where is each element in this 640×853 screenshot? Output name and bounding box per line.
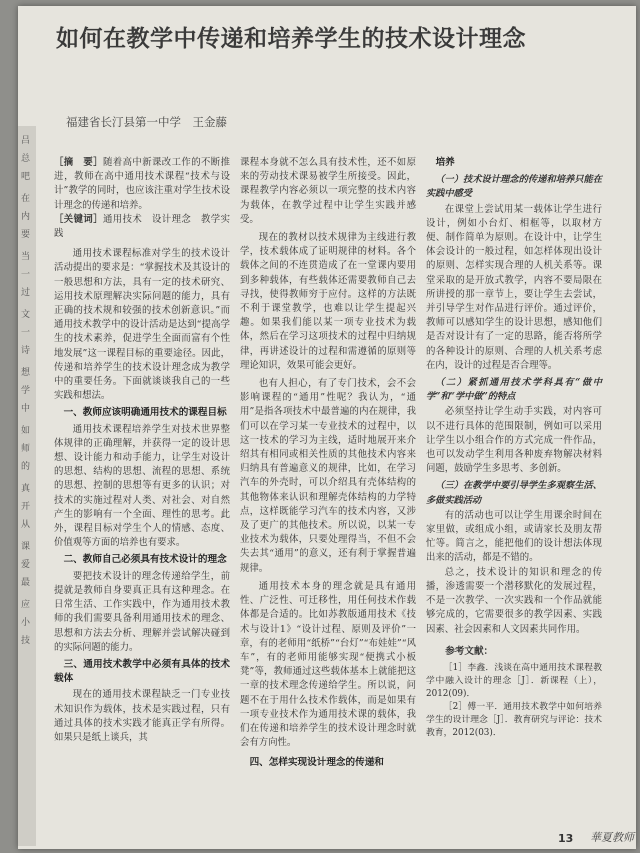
intro-paragraph: 通用技术课程标准对学生的技术设计活动提出的要求是：“掌握技术及其设计的一般思想和方法，具有一定的技术研究、运用技术原理解决实际问题的能力，具有正确的技术规和较强的技术创新意识。”而通用技术教学中的设计活动是达到“提高学生的技术素养，促进学生全面而富有个性地发展”这一课程目标的重要途径。因此，传递和培养学生的技术设计理念成为教学中的重要任务。下面就谈谈我自己的一些实践和想法。 <box>54 248 230 402</box>
edge-char: 中 <box>21 404 31 414</box>
subsection-2-paragraph: 必须坚持让学生动手实践，对内容可以不进行具体的范围限制，例如可以采用让学生以小组合作的方式完成一件作品，也可以发动学生利用各种废弃物解决材料问题，鼓励学生多思考、多创新。 <box>426 406 602 475</box>
column-1 <box>54 156 230 745</box>
edge-char: 当 <box>21 252 31 262</box>
section-1-paragraph: 通用技术课程培养学生对技术世界整体规律的正确理解，并获得一定的设计思想、设计能力和动手能力，让学生对设计的思想、结构的思想、流程的思想、系统的思想、控制的思想等有更多的认识；对技术的实施过程对人类、对社会、对自然产生的影响有一个全面、理性的思考。此外，课程目标对学生个人的情感、态度、价值观等方面的培养也有要求。 <box>54 423 230 549</box>
column-2 <box>240 156 416 773</box>
paragraph-textbook: 现在的教材以技术规律为主线进行教学，技术载体成了证明规律的材料。各个载体之间的不连贯造成了在一堂课内要用到多种载体，有些载体还需要教师自己去寻找，使得教师穷于应付。这样的方法既不利于课堂教学，也难以让学生提起兴趣。如果我们能以某一项专业技术为载体，然后在学习这项技术的过程中归纳规律，再讲述设计的过程和需遵循的原则等理论知识，效果可能会更好。 <box>240 232 416 371</box>
keywords <box>54 213 230 241</box>
reference-1: ［1］李鑫．浅谈在高中通用技术课程教学中融入设计的理念［J］．新课程（上），2012(09)． <box>426 662 602 699</box>
edge-char: 要 <box>21 230 31 240</box>
continued-paragraph: 课程本身就不怎么具有技术性，还不如原来的劳动技术课易被学生所接受。因此，课程教学内容必须以一项完整的技术内容为载体，在教学过程中让学生实践并感受。 <box>240 157 416 225</box>
edge-char: 技 <box>21 636 31 646</box>
journal-page <box>18 6 636 849</box>
subsection-heading-2: （二）紧抓通用技术学科具有“做中学”和“学中做”的特点 <box>426 377 602 403</box>
paragraph-general-use: 也有人担心，有了专门技术，会不会影响课程的“通用”性呢？我认为，“通用”是指各项技术中最普遍的内在规律，我们可以在学习某一专业技术的过程中，以这一技术的学习为主线，适时地展开来介绍其有相同或相关性质的其他技术内容来归纳具有普遍意义的规律，比如，在学习汽车的外壳时，可以介绍具有壳体结构的其他物体来认识和理解壳体结构的力学特点，这样既能学习汽车的技术内容，又涉及了更广的其他技术。所以说，以某一专业技术为载体，只要处理得当，不但不会失去其“通用”的意义，还有利于掌握普遍规律。 <box>240 378 416 574</box>
keywords-text: 通用技术 设计理念 教学实践 <box>54 213 230 240</box>
subsection-3-paragraph: 有的活动也可以让学生用课余时间在家里做，或组成小组，或请家长及朋友帮忙等。简言之，能把他们的设计想法体现出来的活动，都是不错的。 <box>426 509 602 564</box>
edge-char: 的 <box>21 462 31 472</box>
edge-char: 吕 <box>21 136 31 146</box>
abstract <box>54 156 230 213</box>
section-heading-2: 二、教师自己必须具有技术设计的理念 <box>63 554 227 566</box>
subsection-heading-1: （一）技术设计理念的传递和培养只能在实践中感受 <box>426 174 602 200</box>
section-heading-1: 一、教师应该明确通用技术的课程目标 <box>63 407 227 419</box>
journal-logo: 華夏教师 <box>590 831 634 844</box>
author-line: 福建省长汀县第一中学 王金藤 <box>66 115 227 129</box>
edge-char: 真 <box>21 484 31 494</box>
reference-2: ［2］傅一平．通用技术教学中如何培养学生的设计理念［J］．教育研究与评论：技术教育，2012(03)． <box>426 701 602 738</box>
edge-char: 想 <box>21 368 31 378</box>
section-3-paragraph: 现在的通用技术课程缺乏一门专业技术知识作为载体，技术是实践过程，只有通过具体的技术实践才能真正学有所得。如果只是纸上谈兵，其 <box>54 689 230 743</box>
edge-char: 小 <box>21 618 31 628</box>
column-3 <box>426 156 602 740</box>
subsection-heading-3: （三）在教学中要引导学生多观察生活、多做实践活动 <box>426 480 602 506</box>
edge-char: 总 <box>21 154 31 164</box>
keywords-label: ［关键词］ <box>54 213 103 225</box>
edge-char: 内 <box>21 212 31 222</box>
edge-char: 如 <box>21 426 31 436</box>
edge-char: 一 <box>21 328 31 338</box>
section-2-paragraph: 要把技术设计的理念传递给学生，前提就是教师自身要真正具有这种理念。在日常生活、工作实践中，作为通用技术教师的我们需要具备利用通用技术的理念、思想和方法去分析、理解并尝试解决碰到的实际问题的能力。 <box>54 570 230 653</box>
section-heading-3: 三、通用技术教学中必须有具体的技术载体 <box>54 658 230 685</box>
edge-char: 吧 <box>21 172 31 182</box>
conclusion-paragraph: 总之，技术设计的知识和理念的传播，渗透需要一个潜移默化的发展过程，不是一次教学、一次实践和一个作品就能够完成的，它需要很多的教学因素、实践因素、社会因素和人文因素共同作用。 <box>426 566 602 635</box>
edge-char: 应 <box>21 600 31 610</box>
edge-char: 开 <box>21 502 31 512</box>
edge-char: 从 <box>21 520 31 530</box>
edge-char: 师 <box>21 444 31 454</box>
abstract-text: 随着高中新课改工作的不断推进，教师在高中通用技术课程“技术与设计”教学的同时，也应该注重对学生技术设计理念的传递和培养。 <box>54 157 230 211</box>
edge-char: 诗 <box>21 346 31 356</box>
section-heading-4: 四、怎样实现设计理念的传递和 <box>249 757 384 769</box>
adjacent-page-edge <box>18 126 36 846</box>
page-number: 13 <box>558 832 574 845</box>
edge-char: 一 <box>21 270 31 280</box>
abstract-label: ［摘 要］ <box>54 157 103 168</box>
section-heading-4-continued: 培养 <box>435 157 455 168</box>
subsection-1-paragraph: 在课堂上尝试用某一载体让学生进行设计，例如小台灯、相框等，以取材方便、制作简单为原则。在设计中，让学生体会设计的一般过程，如怎样体现出设计的原则、怎样实现合理的人机关系等。课堂采取的是开放式教学，内容不要局限在所讲授的那一章节上，要让学生去尝试，并引导学生对作品进行评价。通过评价，教师可以感知学生的设计思想，感知他们是否对设计有了一定的思路，能否将所学的各种设计的原则、合理的人机关系考虑在内，设计的过程是否合理等。 <box>426 203 602 371</box>
article-title: 如何在教学中传递和培养学生的技术设计理念 <box>56 26 526 52</box>
paragraph-carrier: 通用技术本身的理念就是具有通用性、广泛性、可迁移性，用任何技术作载体都是合适的。比如苏教版通用技术《技术与设计1》“设计过程、原则及评价”一章，有的老师用“纸桥”“台灯”“布娃娃”“风车”，有的老师用能够实现“便携式小板凳”等，教师通过这些载体基本上就能把这一章的技术理念传递给学生。所以说，问题不在于用什么技术作载体，而是如果有一项专业技术作为通用技术课的载体，我们在传递和培养学生的技术设计理念时就会有方向性。 <box>240 580 416 749</box>
edge-char: 学 <box>21 386 31 396</box>
edge-char: 过 <box>21 288 31 298</box>
references-heading: 参考文献： <box>445 645 494 657</box>
edge-char: 最 <box>21 578 31 588</box>
edge-char: 在 <box>21 194 31 204</box>
edge-char: 课 <box>21 542 31 552</box>
edge-char: 爱 <box>21 560 31 570</box>
edge-char: 文 <box>21 310 31 320</box>
